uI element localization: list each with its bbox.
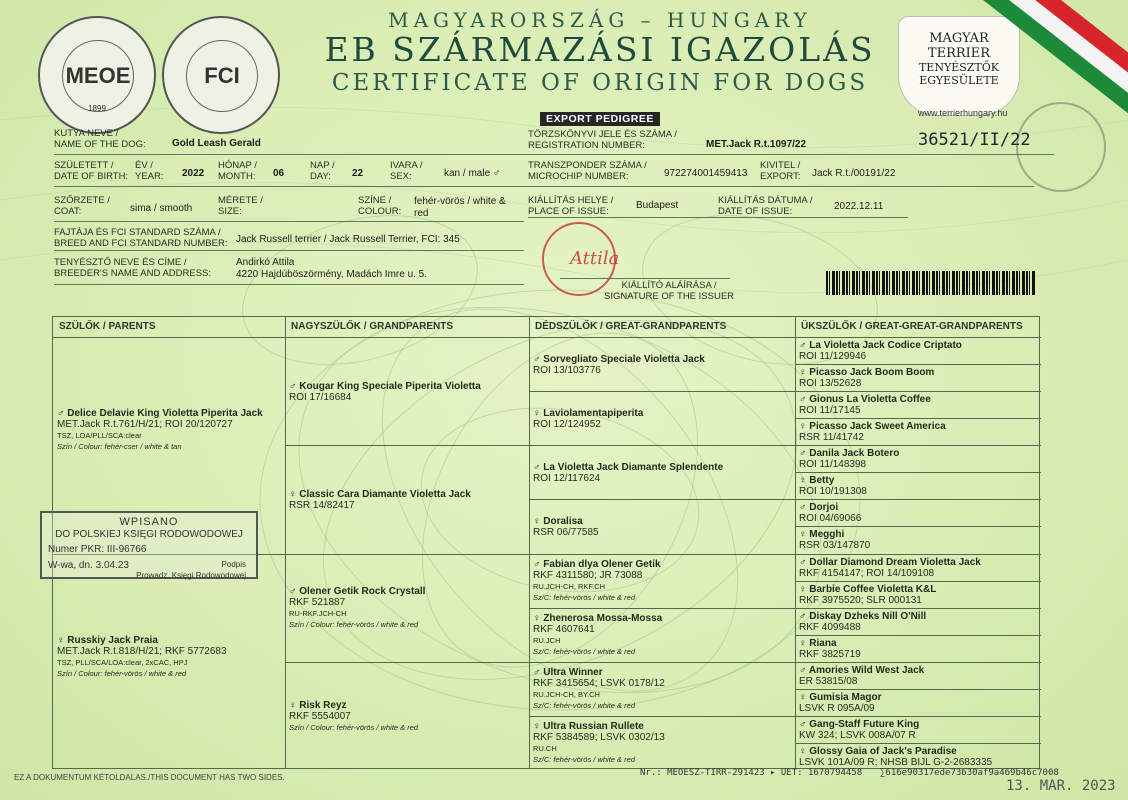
great-great-grandparent-name: ♂ Amories Wild West Jack [799,664,925,676]
logo-url: www.terrierhungary.hu [918,108,1008,118]
great-grandparent-cell [529,554,795,608]
country-title: MAGYARORSZÁG – HUNGARY [388,8,812,32]
header-great-great-grandparents: ÜKSZÜLŐK / GREAT-GREAT-GRANDPARENTS [801,321,1023,332]
year-label: ÉV / YEAR: [135,160,164,182]
great-great-grandparent-cell [795,499,1041,526]
parent-cell [53,554,285,771]
colour-value-1: fehér-vörös / white & [414,196,506,207]
great-grandparent-name: ♀ Laviolamentapiperita [533,407,644,419]
great-grandparent-titles: RU.JCH [533,636,561,646]
great-grandparent-name: ♂ Ultra Winner [533,667,603,679]
great-grandparent-cell [529,662,795,716]
great-grandparent-name: ♀ Ultra Russian Rullete [533,721,644,733]
great-grandparent-colour: Sz/C: fehér-vörös / white & red [533,701,635,711]
parent-reg: MET.Jack R.t.818/H/21; RKF 5772683 [57,645,227,657]
breeder-label: TENYÉSZTŐ NEVE ÉS CÍME / BREEDER'S NAME AND ADDRESS: [54,257,212,279]
registration-value: MET.Jack R.t.1097/22 [706,139,807,150]
stamp-line-2: DO POLSKIEJ KSIĘGI RODOWODOWEJ [55,529,243,540]
great-great-grandparent-name: ♂ Diskay Dzheks Nill O'Nill [799,610,927,622]
great-great-grandparent-reg: RSR 11/41742 [799,432,864,444]
grandparent-name: ♂ Kougar King Speciale Piperita Violetta [289,380,481,392]
logo-line-1: MAGYAR [929,31,989,46]
great-great-grandparent-name: ♂ Dorjoi [799,502,839,514]
great-grandparent-titles: RU.JCH-CH, RKF.CH [533,582,606,592]
great-grandparent-name: ♀ Zhenerosa Mossa-Mossa [533,613,663,625]
dog-name-value: Gold Leash Gerald [172,138,261,149]
divider [54,221,524,222]
grandparent-name: ♀ Classic Cara Diamante Violetta Jack [289,488,471,500]
colour-label: SZÍNE / COLOUR: [358,195,402,217]
document-hash: ∑616e90317ede73630af9a469b46c7008 [880,768,1059,778]
colour-value-2: red [414,208,429,219]
great-grandparent-colour: Sz/C: fehér-vörös / white & red [533,593,635,603]
great-great-grandparent-reg: ROI 11/129946 [799,351,867,362]
signature-line [560,278,730,279]
breeder-address: 4220 Hajdúböszörmény, Madách Imre u. 5. [236,269,428,280]
stamp-line-1: WPISANO [119,516,179,528]
logo-line-4: EGYESÜLETE [919,74,999,87]
great-great-grandparent-reg: RKF 3975520; SLR 000131 [799,594,922,606]
polish-registry-stamp [40,511,258,579]
great-great-grandparent-name: ♀ Barbie Coffee Violetta K&L [799,583,937,595]
great-great-grandparent-cell [795,337,1041,364]
great-grandparent-name: ♂ Fabian dlya Olener Getik [533,559,661,571]
dob-label: SZÜLETETT / DATE OF BIRTH: [54,160,129,182]
great-grandparent-colour: Sz/C: fehér-vörös / white & red [533,755,635,765]
grandparent-colour: Szín / Colour: fehér-vörös / white & red [289,620,419,630]
great-great-grandparent-reg: ER 53815/08 [799,675,858,687]
parent-colour: Szín / Colour: fehér-vörös / white & red [57,668,187,678]
great-grandparent-reg: RKF 3415654; LSVK 0178/12 [533,678,665,690]
great-great-grandparent-cell [795,608,1041,635]
great-great-grandparent-name: ♀ Glossy Gaia of Jack's Paradise [799,745,957,757]
great-grandparent-name: ♂ La Violetta Jack Diamante Splendente [533,461,724,473]
month-value: 06 [273,168,285,179]
great-great-grandparent-cell [795,472,1041,499]
microchip-label: TRANSZPONDER SZÁMA / MICROCHIP NUMBER: [528,160,647,182]
great-grandparent-cell [529,391,795,445]
great-great-grandparent-reg: ROI 04/69066 [799,513,862,525]
parent-name: ♀ Russkiy Jack Praia [57,634,158,646]
meoe-seal [38,16,156,134]
great-grandparent-reg: RSR 06/77585 [533,526,599,538]
header-great-grandparents: DÉDSZÜLŐK / GREAT-GRANDPARENTS [535,321,727,332]
divider [528,217,908,218]
divider [54,154,1054,155]
stamp-line-3: Numer PKR: III-96766 [48,544,147,555]
breed-value: Jack Russell terrier / Jack Russell Terrier, FCI: 345 [236,234,460,245]
title-hungarian: EB SZÁRMAZÁSI IGAZOLÁS [324,30,876,69]
great-great-grandparent-cell [795,689,1041,716]
grandparent-cell [285,554,529,662]
great-great-grandparent-cell [795,635,1041,662]
grandparent-reg: RSR 14/82417 [289,499,355,511]
great-great-grandparent-name: ♀ Gumisia Magor [799,691,882,703]
great-great-grandparent-name: ♀ Megghi [799,529,845,541]
export-label: KIVITEL / EXPORT: [760,160,801,182]
grandparent-cell [285,337,529,445]
great-great-grandparent-reg: ROI 13/52628 [799,378,862,390]
great-great-grandparent-reg: LSVK 101A/09 R; NHSB BIJL G-2-2683335 [799,756,993,768]
great-great-grandparent-reg: RKF 4099488 [799,621,861,633]
grandparent-reg: ROI 17/16684 [289,391,352,403]
great-grandparent-reg: RKF 4311580; JR 73088 [533,570,643,582]
great-great-grandparent-reg: RKF 3825719 [799,648,861,660]
great-great-grandparent-name: ♀ Betty [799,475,835,487]
signature-label: KIÁLLÍTÓ ALÁÍRÁSA / SIGNATURE OF THE ISSUER [604,280,735,302]
great-great-grandparent-reg: ROI 10/191308 [799,486,867,498]
great-great-grandparent-cell [795,364,1041,391]
issue-date-value: 2022.12.11 [834,201,884,212]
parent-titles: TSZ, LOA/PLL/SCA:clear [57,431,142,440]
great-great-grandparent-name: ♀ Picasso Jack Sweet America [799,421,946,433]
great-grandparent-cell [529,499,795,553]
breed-label: FAJTÁJA ÉS FCI STANDARD SZÁMA / BREED AND FCI STANDARD NUMBER: [54,227,228,249]
parent-titles: TSZ, PLL/SCA/LOA:clear, 2xCAC, HPJ [57,657,188,667]
great-great-grandparent-cell [795,662,1041,689]
great-great-grandparent-name: ♂ Gionus La Violetta Coffee [799,394,931,406]
export-value: Jack R.t./00191/22 [812,168,896,179]
great-great-grandparent-name: ♂ Danila Jack Botero [799,448,900,460]
divider [54,250,524,251]
parent-colour: Szín / Colour: fehér-cser / white & tan [57,442,182,451]
header-parents: SZÜLŐK / PARENTS [59,321,156,332]
great-grandparent-reg: ROI 13/103776 [533,364,601,376]
parent-reg: MET.Jack R.t.761/H/21; ROI 20/120727 [57,419,233,430]
great-grandparent-reg: RKF 4607641 [533,624,595,636]
place-label: KIÁLLÍTÁS HELYE / PLACE OF ISSUE: [528,195,614,217]
issuer-signature: Attila [570,248,620,269]
great-great-grandparent-cell [795,418,1041,445]
two-sides-note: EZ A DOKUMENTUM KÉTOLDALAS./THIS DOCUMENT HAS TWO SIDES. [14,773,285,782]
sex-value: kan / male ♂ [444,168,501,179]
registration-label: TÖRZSKÖNYVI JELE ÉS SZÁMA / REGISTRATION NUMBER: [528,129,677,151]
great-grandparent-name: ♀ Doralisa [533,515,583,527]
great-grandparent-cell [529,445,795,499]
great-great-grandparent-reg: ROI 11/148398 [799,459,867,471]
day-label: NAP / DAY: [310,160,335,182]
divider [54,186,1034,187]
great-grandparent-titles: RU.CH [533,744,557,754]
great-grandparent-reg: ROI 12/117624 [533,472,601,484]
great-great-grandparent-reg: KW 324; LSVK 008A/07 R [799,729,916,741]
great-great-grandparent-name: ♀ Picasso Jack Boom Boom [799,367,935,379]
year-value: 2022 [182,168,205,179]
stamp-line-6: Prowadz. Księgi Rodowodowej [136,571,246,580]
great-great-grandparent-cell [795,716,1041,743]
grandparent-name: ♀ Risk Reyz [289,699,347,711]
great-great-grandparent-cell [795,391,1041,418]
great-great-grandparent-cell [795,743,1041,770]
great-grandparent-reg: ROI 12/124952 [533,418,601,430]
dog-name-label: KUTYA NEVE / NAME OF THE DOG: [54,128,146,150]
great-great-grandparent-reg: RSR 03/147870 [799,540,871,552]
great-great-grandparent-cell [795,526,1041,553]
place-value: Budapest [636,200,679,211]
issue-date-label: KIÁLLÍTÁS DÁTUMA / DATE OF ISSUE: [718,195,813,217]
great-great-grandparent-name: ♀ Riana [799,637,837,649]
grandparent-name: ♂ Olener Getik Rock Crystall [289,586,426,598]
sex-label: IVARA / SEX: [390,160,423,182]
grandparent-reg: RKF 5554007 [289,710,351,722]
grandparent-reg: RKF 521887 [289,597,346,609]
great-grandparent-cell [529,716,795,770]
meoesz-number: Nr.: MEOESZ-TIRR-291423 ▸ UET: 1670794458 [640,768,863,778]
meoe-seal-center: MEOE [62,40,134,112]
fci-seal [162,16,280,134]
meoe-seal-year: 1899 [88,104,106,113]
coat-label: SZŐRZETE / COAT: [54,195,110,217]
export-pedigree-badge: EXPORT PEDIGREE [540,112,660,126]
header-grandparents: NAGYSZÜLŐK / GRANDPARENTS [291,321,454,332]
date-stamp: 13. MAR. 2023 [1006,778,1116,794]
breeder-name: Andirkó Attila [236,257,295,268]
great-great-grandparent-name: ♂ La Violetta Jack Codice Criptato [799,340,962,351]
logo-line-2: TERRIER [927,46,991,61]
great-great-grandparent-cell [795,554,1041,581]
size-label: MÉRETE / SIZE: [218,195,263,217]
month-label: HÓNAP / MONTH: [218,160,257,182]
handwritten-number: 36521/II/22 [918,130,1031,150]
divider [54,284,524,285]
coat-value: sima / smooth [130,203,193,214]
grandparent-cell [285,445,529,553]
grandparent-cell [285,662,529,770]
great-grandparent-cell [529,337,795,391]
great-great-grandparent-name: ♂ Dollar Diamond Dream Violetta Jack [799,556,981,568]
day-value: 22 [352,168,364,179]
great-grandparent-cell [529,608,795,662]
barcode [826,271,1036,295]
stamp-line-5: Podpis [221,560,246,569]
great-great-grandparent-reg: LSVK R 095A/09 [799,702,875,714]
terrier-association-logo [898,16,1020,116]
grandparent-colour: Szín / Colour: fehér-vörös / white & red [289,722,419,732]
title-english: CERTIFICATE OF ORIGIN FOR DOGS [331,70,869,96]
logo-line-3: TENYÉSZTŐK [918,61,1000,74]
parent-name: ♂ Delice Delavie King Violetta Piperita Jack [57,408,263,419]
fci-seal-center: FCI [186,40,258,112]
great-great-grandparent-cell [795,445,1041,472]
great-great-grandparent-cell [795,581,1041,608]
great-grandparent-titles: RU.JCH-CH, BY.CH [533,690,600,700]
stamp-line-4: W-wa, dn. 3.04.23 [48,560,129,571]
great-great-grandparent-name: ♂ Gang-Staff Future King [799,718,920,730]
great-grandparent-reg: RKF 5384589; LSVK 0302/13 [533,732,665,744]
great-grandparent-colour: Sz/C: fehér-vörös / white & red [533,647,635,657]
great-great-grandparent-reg: RKF 4154147; ROI 14/109108 [799,567,935,579]
grandparent-titles: RU-RKF.JCH-CH [289,609,347,619]
microchip-value: 972274001459413 [664,168,748,179]
great-great-grandparent-reg: ROI 11/17145 [799,405,861,417]
great-grandparent-name: ♂ Sorvegliato Speciale Violetta Jack [533,353,705,365]
